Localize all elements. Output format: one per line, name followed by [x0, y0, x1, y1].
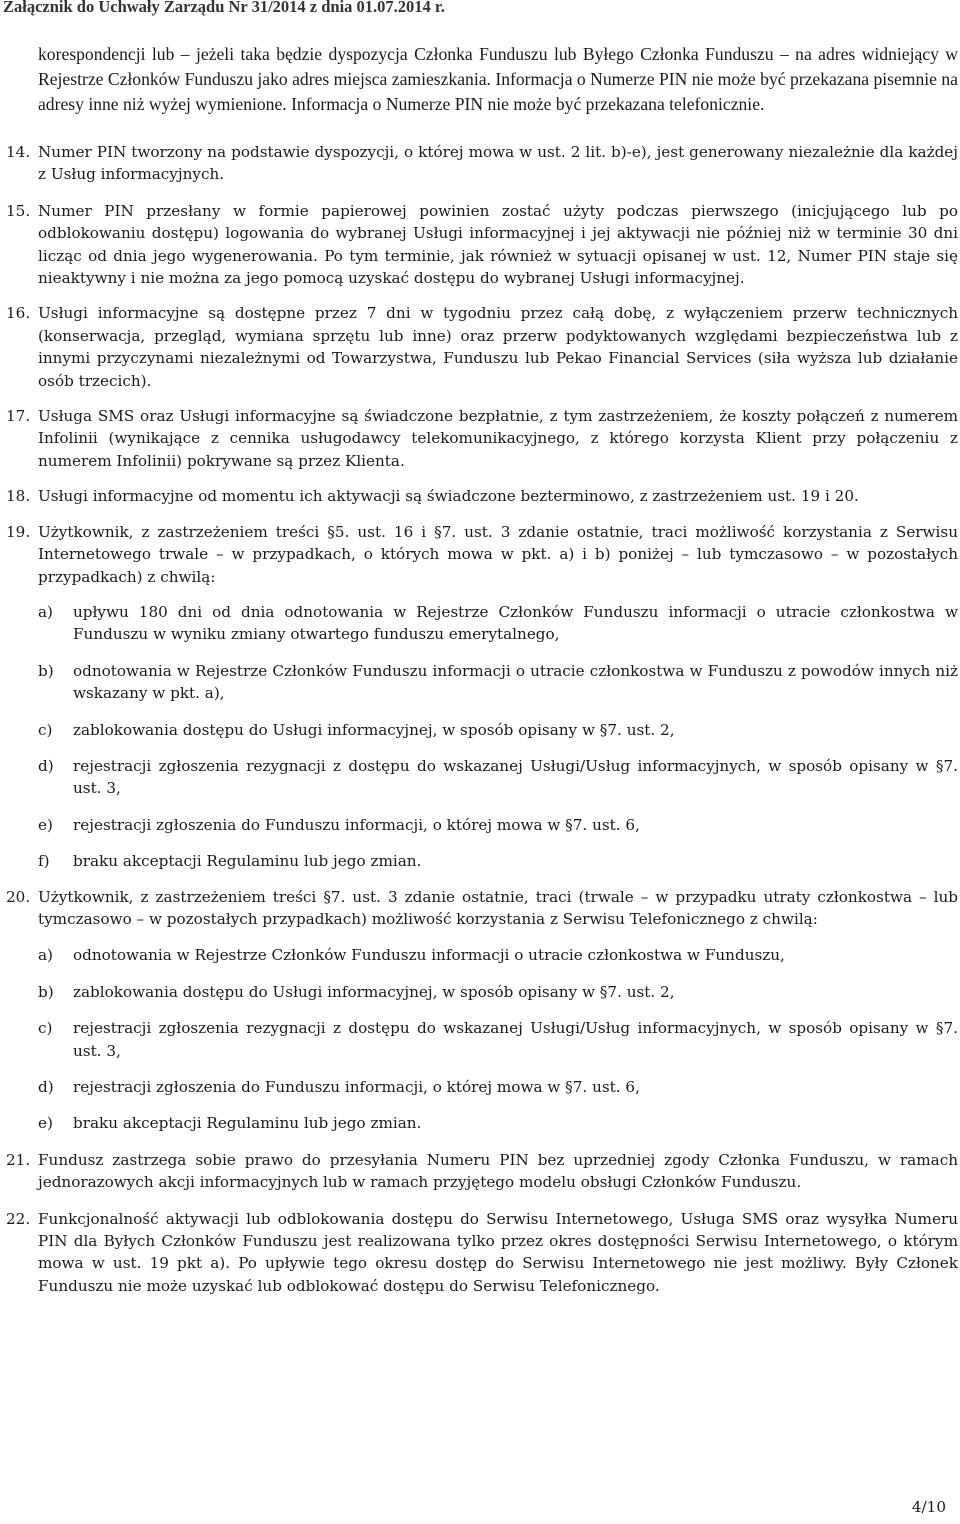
page-header: Załącznik do Uchwały Zarządu Nr 31/2014 z dnia 01.07.2014 r. — [3, 0, 445, 16]
point-number: 14. — [6, 143, 31, 161]
document-body — [6, 42, 958, 1297]
list-item — [38, 601, 958, 646]
list-letter: c) — [38, 720, 53, 739]
point-text: Numer PIN tworzony na podstawie dyspozycji, o której mowa w ust. 2 lit. b)-e), jest generowany niezależnie dla każdej z Usług informacyjnych. — [38, 143, 958, 184]
list-item — [38, 850, 958, 872]
list-letter: b) — [38, 982, 54, 1001]
list-item — [38, 1076, 958, 1098]
list-item — [38, 944, 958, 966]
intro-paragraph: korespondencji lub – jeżeli taka będzie dyspozycja Członka Funduszu lub Byłego Członka Funduszu – na adres widniejący w Rejestrze Członków Funduszu jako adres miejsca zamieszkania. Informacja o Numerze PIN nie może być przekazana pisemnie na adresy inne niż wyżej wymienione. Informacja o Numerze PIN nie może być przekazana telefonicznie. — [38, 44, 958, 114]
point-21 — [6, 1149, 958, 1194]
point-15 — [6, 200, 958, 290]
point-number: 18. — [6, 487, 31, 506]
point-text: Fundusz zastrzega sobie prawo do przesyłania Numeru PIN bez uprzedniej zgody Członka Funduszu, w ramach jednorazowych akcji informacyjnych lub w ramach przyjętego modelu obsługi Członków Funduszu. — [38, 1150, 958, 1192]
point-text: Usługi informacyjne od momentu ich aktywacji są świadczone bezterminowo, z zastrzeżeniem ust. 19 i 20. — [38, 487, 859, 506]
point-22 — [6, 1208, 958, 1298]
point-text: Numer PIN przesłany w formie papierowej powinien zostać użyty podczas pierwszego (inicjującego lub po odblokowaniu dostępu) logowania do wybranej Usługi informacyjnej i jej aktywacji nie później niż w terminie 30 dni licząc od dnia jego wygenerowania. Po tym terminie, jak również w sytuacji opisanej w ust. 12, Numer PIN staje się nieaktywny i nie można za jego pomocą uzyskać dostępu do wybranej Usługi informacyjnej. — [38, 201, 958, 288]
list-item — [38, 1017, 958, 1062]
list-text: odnotowania w Rejestrze Członków Funduszu informacji o utracie członkostwa w Funduszu z powodów innych niż wskazany w pkt. a), — [73, 661, 958, 703]
page-number: 4/10 — [911, 1498, 946, 1516]
list-item — [38, 755, 958, 800]
list-letter: f) — [38, 852, 50, 871]
list-letter: e) — [38, 1114, 53, 1133]
list-text: zablokowania dostępu do Usługi informacyjnej, w sposób opisany w §7. ust. 2, — [73, 720, 675, 739]
list-text: braku akceptacji Regulaminu lub jego zmian. — [73, 852, 422, 871]
point-number: 22. — [6, 1209, 31, 1228]
point-16 — [6, 302, 958, 392]
list-text: rejestracji zgłoszenia rezygnacji z dostępu do wskazanej Usługi/Usług informacyjnych, w sposób opisany w §7. ust. 3, — [73, 756, 958, 798]
point-20 — [6, 886, 958, 931]
list-letter: c) — [38, 1019, 53, 1038]
list-text: rejestracji zgłoszenia do Funduszu informacji, o której mowa w §7. ust. 6, — [73, 815, 640, 834]
list-item — [38, 981, 958, 1003]
point-text: Usługi informacyjne są dostępne przez 7 dni w tygodniu przez całą dobę, z wyłączeniem przerw technicznych (konserwacja, przegląd, wymiana sprzętu lub inne) oraz przerw podyktowanych względami bezpieczeństwa lub z innymi przyczynami niezależnymi od Towarzystwa, Funduszu lub Pekao Financial Services (siła wyższa lub działanie osób trzecich). — [38, 304, 958, 390]
point-text: Użytkownik, z zastrzeżeniem treści §7. ust. 3 zdanie ostatnie, traci (trwale – w przypadku utraty członkostwa – lub tymczasowo – w pozostałych przypadkach) możliwość korzystania z Serwisu Telefonicznego z chwilą: — [38, 887, 958, 928]
point-number: 21. — [6, 1150, 31, 1169]
point-number: 17. — [6, 407, 31, 426]
point-number: 16. — [6, 304, 31, 323]
list-item — [38, 660, 958, 705]
point-text: Użytkownik, z zastrzeżeniem treści §5. ust. 16 i §7. ust. 3 zdanie ostatnie, traci możliwość korzystania z Serwisu Internetowego trwale – w przypadkach, o których mowa w pkt. a) i b) poniżej – lub tymczasowo – w pozostałych przypadkach) z chwilą: — [38, 522, 958, 586]
list-text: braku akceptacji Regulaminu lub jego zmian. — [73, 1114, 422, 1133]
point-text: Funkcjonalność aktywacji lub odblokowania dostępu do Serwisu Internetowego, Usługa SMS oraz wysyłka Numeru PIN dla Byłych Członków Funduszu jest realizowana tylko przez okres dostępności Serwisu Internetowego, o którym mowa w ust. 19 pkt a). Po upływie tego okresu dostęp do Serwisu Internetowego nie jest możliwy. Były Członek Funduszu nie może uzyskać lub odblokować dostępu do Serwisu Telefonicznego. — [38, 1209, 958, 1295]
point-number: 20. — [6, 887, 31, 906]
list-text: rejestracji zgłoszenia rezygnacji z dostępu do wskazanej Usługi/Usług informacyjnych, w sposób opisany w §7. ust. 3, — [73, 1019, 958, 1060]
list-letter: e) — [38, 815, 53, 834]
list-item — [38, 814, 958, 836]
point-number: 15. — [6, 201, 31, 220]
point-17 — [6, 405, 958, 472]
list-text: odnotowania w Rejestrze Członków Funduszu informacji o utracie członkostwa w Funduszu, — [73, 946, 785, 965]
list-item — [38, 719, 958, 741]
list-item — [38, 1112, 958, 1134]
point-number: 19. — [6, 522, 31, 541]
list-letter: a) — [38, 946, 53, 965]
list-letter: d) — [38, 756, 54, 775]
list-text: upływu 180 dni od dnia odnotowania w Rejestrze Członków Funduszu informacji o utracie członkostwa w Funduszu w wyniku zmiany otwartego funduszu emerytalnego, — [73, 602, 958, 644]
point-18 — [6, 485, 958, 507]
list-letter: d) — [38, 1078, 54, 1096]
list-letter: a) — [38, 602, 53, 621]
point-19 — [6, 521, 958, 588]
list-text: zablokowania dostępu do Usługi informacyjnej, w sposób opisany w §7. ust. 2, — [73, 982, 675, 1001]
point-text: Usługa SMS oraz Usługi informacyjne są świadczone bezpłatnie, z tym zastrzeżeniem, że koszty połączeń z numerem Infolinii (wynikające z cennika usługodawcy telekomunikacyjnego, z którego korzysta Klient przy połączeniu z numerem Infolinii) pokrywane są przez Klienta. — [38, 407, 958, 470]
list-text: rejestracji zgłoszenia do Funduszu informacji, o której mowa w §7. ust. 6, — [73, 1078, 640, 1096]
list-letter: b) — [38, 661, 54, 680]
point-14 — [6, 141, 958, 186]
